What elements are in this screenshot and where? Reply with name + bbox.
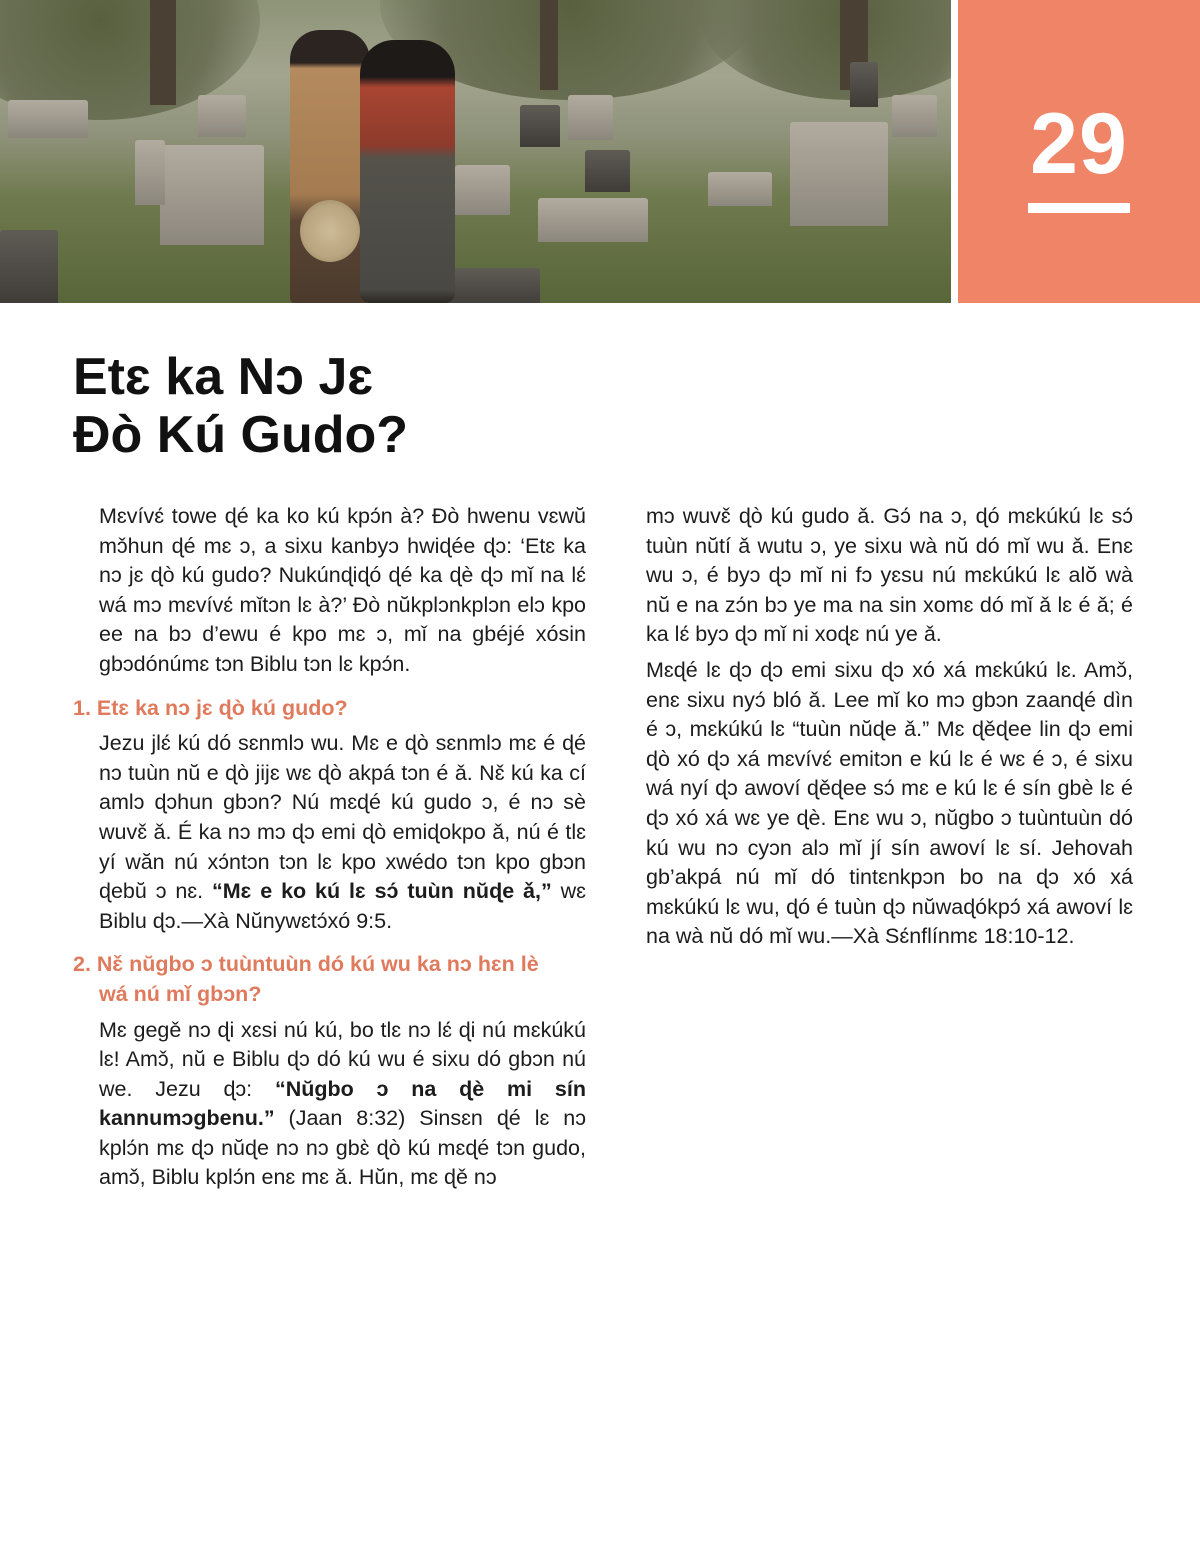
section-heading-2: 2. Nɛ̌ nŭgbo ɔ tuùntuùn dó kú wu ka nɔ hɛn lè wá nú mǐ gbɔn? (73, 952, 539, 1006)
hat (300, 200, 360, 262)
page-title (73, 348, 408, 464)
section-2-paragraph-2: Mɛɖé lɛ ɖɔ ɖɔ emi sixu ɖɔ xó xá mɛkúkú lɛ. Amɔ̌, enɛ sixu nyɔ́ bló ǎ. Lee mǐ ko mɔ gbɔn zaanɖé dìn é ɔ, mɛkúkú lɛ “tuùn nŭɖe ǎ.” Mɛ ɖěɖee lin ɖɔ emi ɖò xó ɖɔ xá mɛvívɛ́ emitɔn e kú lɛ é wɛ é ɔ, é sixu wá nyí ɖɔ awoví ɖěɖee sɔ́ mɛ e kú lɛ é sín gbè lɛ é ɖɔ xó xá wɛ ye ɖè. Enɛ wu ɔ, nŭgbo ɔ tuùntuùn dó kú wu nɔ cyɔn alɔ mǐ jí sín awoví lɛ sí. Jehovah gb’akpá nú mǐ dó tintɛnkpɔn bo na ɖɔ xó xá mɛkúkú lɛ wu, ɖó é tuùn ɖɔ nŭwaɖókpɔ́ xá awoví lɛ na wà nŭ dó mǐ wu.—Xà Sɛ́nflínmɛ 18:10-12. (646, 657, 1133, 949)
woman-figure (360, 40, 455, 303)
man-figure (290, 30, 370, 303)
paragraph-text: (Jaan 8:32) Sinsɛn ɖé lɛ nɔ kplɔ́n mɛ ɖɔ nŭɖe nɔ nɔ gbɛ̀ ɖò kú mɛɖé tɔn gudo, amɔ̌, Biblu kplɔ́n enɛ mɛ ǎ. Hŭn, mɛ ɖě nɔ (99, 1106, 586, 1190)
scripture-quote: “Mɛ e ko kú lɛ sɔ́ tuùn nŭɖe ǎ,” (212, 879, 552, 904)
paragraph-text: wɛ Biblu ɖɔ.—Xà Nŭnywɛtɔ́xó 9:5. (99, 879, 586, 933)
lesson-number-badge (958, 0, 1200, 303)
title-line-2: Ðò Kú Gudo? (73, 406, 409, 464)
paragraph-text: Jezu jlɛ́ kú dó sɛnmlɔ wu. Mɛ e ɖò sɛnmlɔ mɛ é ɖé nɔ tuùn nŭ e ɖò jijɛ wɛ ɖò akpá tɔn é ǎ. Nɛ̌ kú ka cí amlɔ ɖɔhun gbɔn? Nú mɛɖé kú gudo ɔ, é nɔ sè wuvɛ̌ ǎ. É ka nɔ mɔ ɖɔ emi ɖò emiɖokpo ǎ, nú é tlɛ yí wăn nú xɔ́ntɔn tɔn lɛ kpo xwédo tɔn kpo gbɔn ɖebŭ ɔ nɛ. (99, 731, 586, 904)
right-column (646, 502, 1133, 958)
lesson-number: 29 (1030, 96, 1128, 192)
title-line-1: Etɛ ka Nɔ Jɛ (73, 348, 374, 406)
section-heading-1: 1. Etɛ ka nɔ jɛ ɖò kú gudo? (73, 695, 348, 720)
section-2-paragraph-continued: mɔ wuvɛ̌ ɖò kú gudo ǎ. Gɔ́ na ɔ, ɖó mɛkúkú lɛ sɔ́ tuùn nŭtí ǎ wutu ɔ, ye sixu wà nŭ dó mǐ wu ǎ. Enɛ wu ɔ, é byɔ ɖɔ mǐ ni fɔ yɛsu nú mɛkúkú lɛ alŏ wà nŭ e na zɔ́n bɔ ye ma na sin xomɛ dó mǐ ǎ lɛ é ǎ; é ka lɛ́ byɔ ɖɔ mǐ ni xoɖɛ nú ye ǎ. (646, 504, 1133, 647)
left-column (73, 502, 586, 1199)
cemetery-photo (0, 0, 951, 303)
intro-paragraph: Mɛvívɛ́ towe ɖé ka ko kú kpɔ́n à? Ðò hwenu vɛwŭ mɔ̌hun ɖé mɛ ɔ, a sixu kanbyɔ hwiɖée ɖɔ: ‘Etɛ ka nɔ jɛ ɖò kú gudo? Nukúnɖiɖó ɖé ka ɖè ɖɔ mǐ na lɛ́ wá mɔ mɛvívɛ́ mǐtɔn lɛ à?’ Ðò nŭkplɔnkplɔn elɔ kpo ee na bɔ d’ewu é kpo mɛ ɔ, mǐ na gbéjé xósin gbɔdónúmɛ tɔn Biblu tɔn lɛ kpɔ́n. (99, 504, 586, 676)
section-2-paragraph (99, 1016, 586, 1194)
paragraph-text: Mɛ gegě nɔ ɖi xɛsi nú kú, bo tlɛ nɔ lɛ́ ɖi nú mɛkúkú lɛ! Amɔ̌, nŭ e Biblu ɖɔ dó kú wu é sixu dó gbɔn nú we. Jezu ɖɔ: (99, 1017, 586, 1101)
lesson-number-underline (1028, 203, 1130, 213)
scripture-quote: “Nŭgbo ɔ na ɖè mi sín kannumɔgbenu.” (99, 1076, 586, 1131)
section-1-paragraph (99, 729, 586, 936)
